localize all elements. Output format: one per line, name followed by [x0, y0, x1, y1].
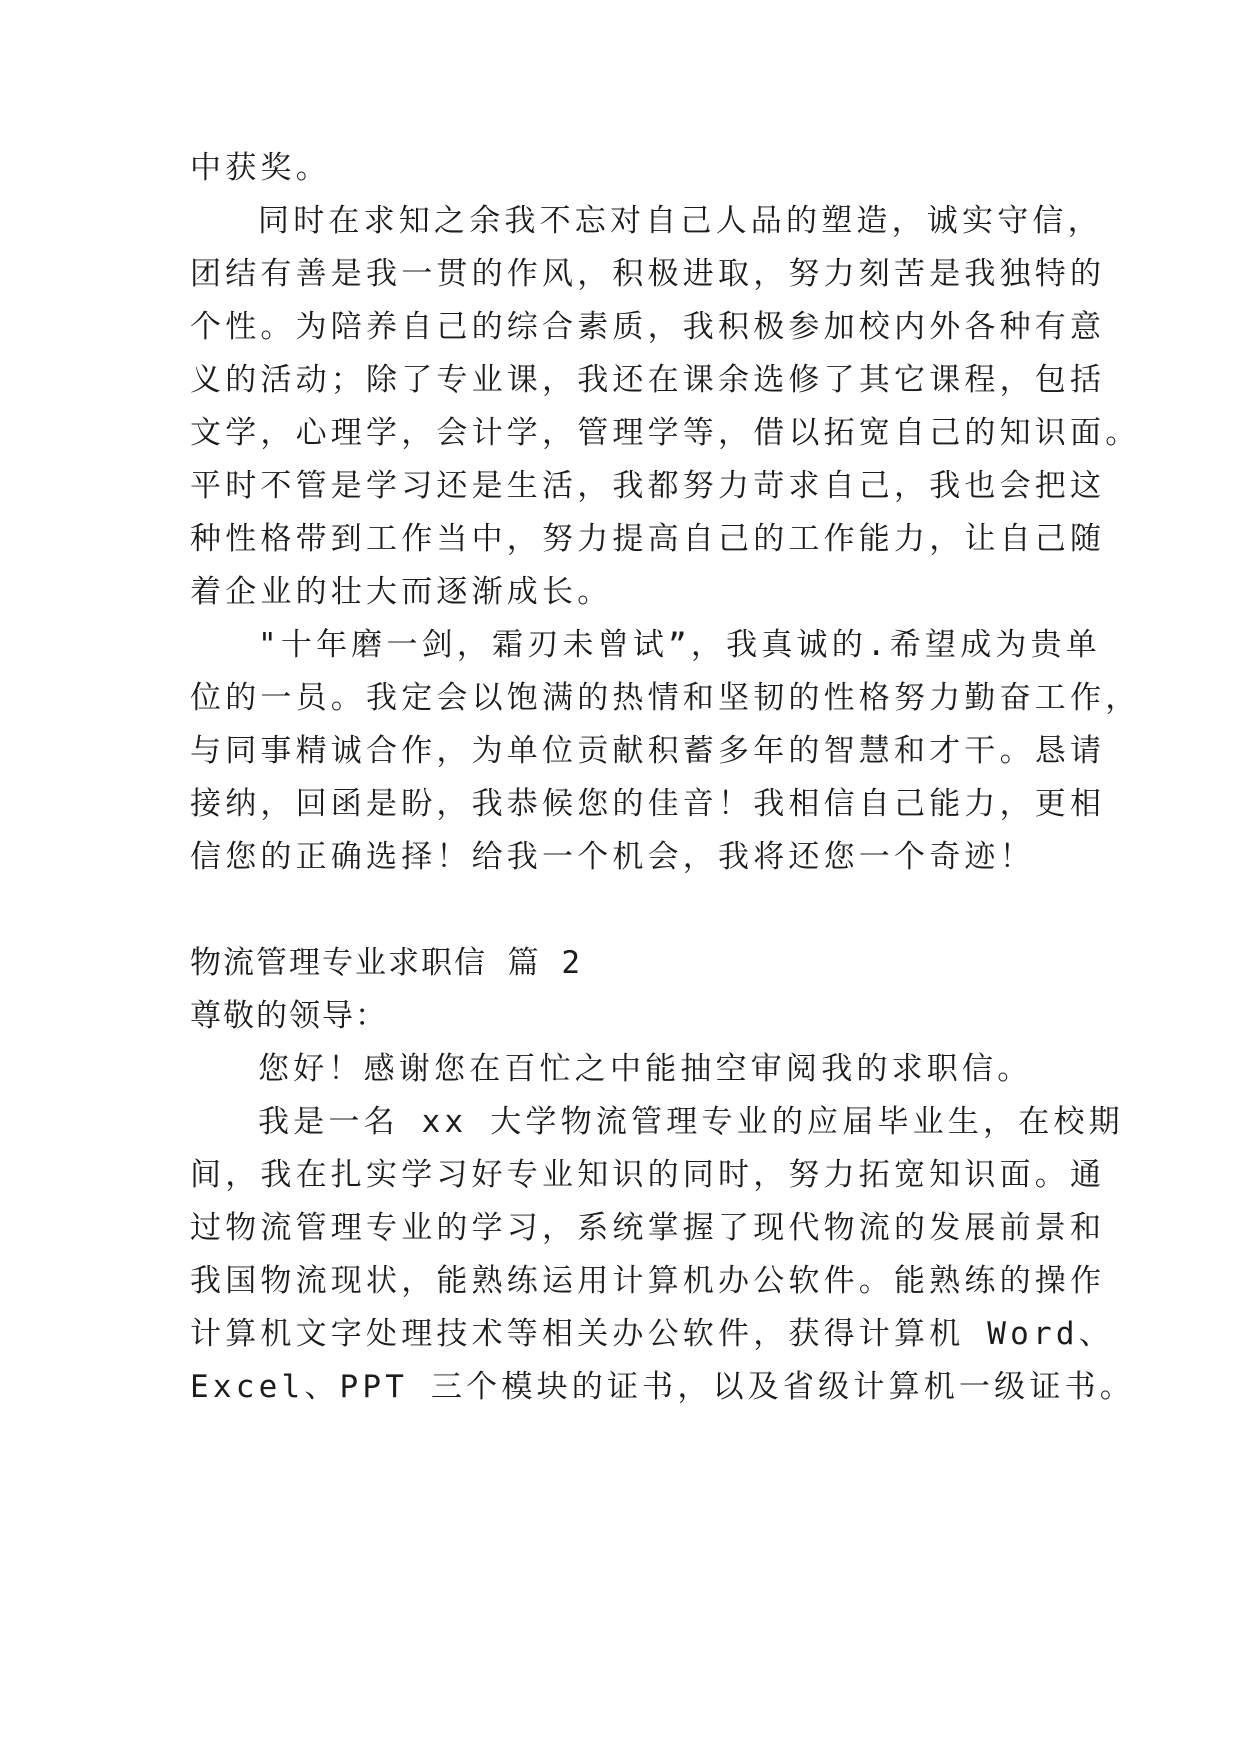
text-line: 位的一员。我定会以饱满的热情和坚韧的性格努力勤奋工作， — [190, 680, 1141, 716]
text-line: 种性格带到工作当中，努力提高自己的工作能力，让自己随 — [190, 521, 1106, 557]
text-line: "十年磨一剑，霜刃未曾试”，我真诚的.希望成为贵单 — [258, 627, 1101, 663]
text-line: Excel、PPT 三个模块的证书，以及省级计算机一级证书。 — [190, 1369, 1135, 1405]
text-line: 我是一名 xx 大学物流管理专业的应届毕业生，在校期 — [258, 1104, 1124, 1140]
greeting: 您好！感谢您在百忙之中能抽空审阅我的求职信。 — [258, 1051, 1033, 1087]
section-title: 物流管理专业求职信 篇 2 — [190, 945, 582, 981]
text-line: 间，我在扎实学习好专业知识的同时，努力拓宽知识面。通 — [190, 1157, 1106, 1193]
text-line: 接纳，回函是盼，我恭候您的佳音！我相信自己能力，更相 — [190, 786, 1106, 822]
text-line: 信您的正确选择！给我一个机会，我将还您一个奇迹！ — [190, 839, 1035, 875]
text-line: 义的活动；除了专业课，我还在课余选修了其它课程，包括 — [190, 362, 1106, 398]
text-line: 平时不管是学习还是生活，我都努力苛求自己，我也会把这 — [190, 468, 1106, 504]
salutation: 尊敬的领导： — [190, 998, 388, 1034]
text-line: 我国物流现状，能熟练运用计算机办公软件。能熟练的操作 — [190, 1263, 1106, 1299]
text-line: 文学，心理学，会计学，管理学等，借以拓宽自己的知识面。 — [190, 415, 1141, 451]
text-line: 计算机文字处理技术等相关办公软件，获得计算机 Word、 — [190, 1316, 1114, 1352]
text-line: 过物流管理专业的学习，系统掌握了现代物流的发展前景和 — [190, 1210, 1106, 1246]
text-line: 个性。为陪养自己的综合素质，我积极参加校内外各种有意 — [190, 309, 1106, 345]
text-line: 团结有善是我一贯的作风，积极进取，努力刻苦是我独特的 — [190, 256, 1106, 292]
text-line: 同时在求知之余我不忘对自己人品的塑造，诚实守信， — [258, 203, 1103, 239]
text-line: 中获奖。 — [190, 150, 331, 186]
text-line: 与同事精诚合作，为单位贡献积蓄多年的智慧和才干。恳请 — [190, 733, 1106, 769]
text-line: 着企业的壮大而逐渐成长。 — [190, 574, 613, 610]
